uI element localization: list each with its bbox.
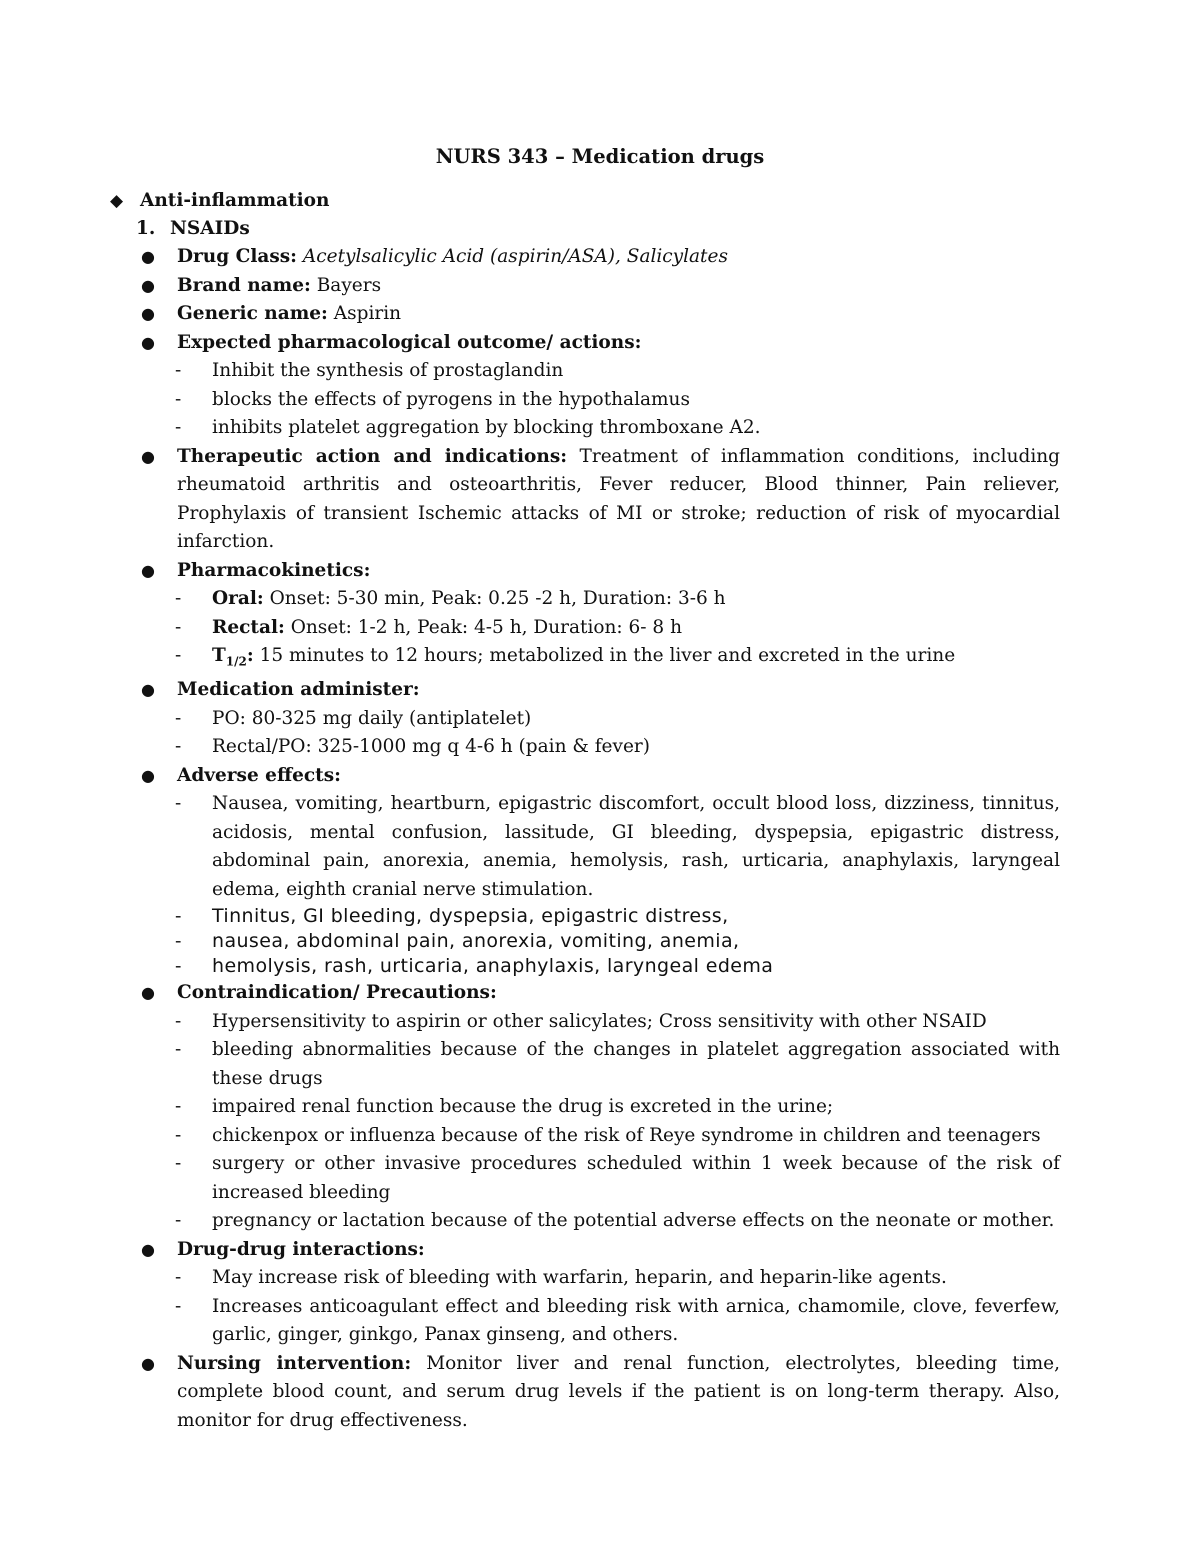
section-heading <box>110 187 1060 215</box>
sub-list-item: - surgery or other invasive procedures scheduled within 1 week because of the risk of increased bleeding <box>175 1153 1060 1203</box>
interaction-item: May increase risk of bleeding with warfarin, heparin, and heparin-like agents. <box>212 1267 947 1289</box>
list-item <box>110 557 1060 586</box>
adverse-item: Nausea, vomiting, heartburn, epigastric discomfort, occult blood loss, dizziness, tinnitus, acidosis, mental confusion, lassitude, GI bleeding, dyspepsia, epigastric distress, abdominal pain, anorexia, anemia, hemolysis, rash, urticaria, anaphylaxis, laryngeal edema, eighth cranial nerve stimulation. <box>212 793 1060 900</box>
contraindication-item: impaired renal function because the drug is excreted in the urine; <box>212 1096 834 1118</box>
bullet-icon: ● <box>141 560 155 580</box>
brand-name-value: Bayers <box>316 274 382 296</box>
therapeutic-label: Therapeutic action and indications: <box>177 445 568 467</box>
sub-list-item: - impaired renal function because the drug is excreted in the urine; <box>175 1096 834 1118</box>
subsection-label: NSAIDs <box>170 218 250 239</box>
list-item <box>110 979 1060 1008</box>
sub-list-item: - Increases anticoagulant effect and bleeding risk with arnica, chamomile, clove, feverfew, garlic, ginger, ginkgo, Panax ginseng, and others. <box>175 1295 1060 1346</box>
administer-item: PO: 80-325 mg daily (antiplatelet) <box>212 707 532 729</box>
sub-list-item: - nausea, abdominal pain, anorexia, vomiting, anemia, <box>175 930 740 953</box>
page-title: NURS 343 – Medication drugs <box>435 145 765 168</box>
sub-list-item: - bleeding abnormalities because of the changes in platelet aggregation associated with these drugs <box>175 1039 1060 1089</box>
sub-list-item: - hemolysis, rash, urticaria, anaphylaxis, laryngeal edema <box>175 955 774 978</box>
pharmacokinetics-label: Pharmacokinetics: <box>177 559 371 581</box>
rectal-value: Onset: 1-2 h, Peak: 4-5 h, Duration: 6- 8 h <box>290 616 682 638</box>
sub-list-item: - Rectal: Onset: 1-2 h, Peak: 4-5 h, Duration: 6- 8 h <box>175 616 682 638</box>
list-item <box>110 243 1060 272</box>
document-body <box>110 187 1060 1435</box>
drug-class-label: Drug Class: <box>177 246 298 267</box>
expected-item: blocks the effects of pyrogens in the hypothalamus <box>212 388 690 410</box>
sub-list-item: - inhibits platelet aggregation by blocking thromboxane A2. <box>175 417 761 438</box>
bullet-icon: ● <box>141 1239 155 1259</box>
adverse-highlight-item: nausea, abdominal pain, anorexia, vomiting, anemia, <box>212 930 740 953</box>
sub-list-item: - Tinnitus, GI bleeding, dyspepsia, epigastric distress, <box>175 905 729 928</box>
expected-item: Inhibit the synthesis of prostaglandin <box>212 360 564 381</box>
oral-value: Onset: 5-30 min, Peak: 0.25 -2 h, Duration: 3-6 h <box>269 588 726 609</box>
sub-list-item: - Oral: Onset: 5-30 min, Peak: 0.25 -2 h, Duration: 3-6 h <box>175 588 726 609</box>
bullet-icon: ● <box>141 304 155 323</box>
drug-class-value: Acetylsalicylic Acid (aspirin/ASA), Salicylates <box>302 246 728 267</box>
contraindication-label: Contraindication/ Precautions: <box>177 982 497 1004</box>
generic-name-label: Generic name: <box>177 303 328 324</box>
adverse-label: Adverse effects: <box>177 764 341 786</box>
bullet-icon: ● <box>141 446 155 466</box>
adverse-highlight-item: hemolysis, rash, urticaria, anaphylaxis, laryngeal edema <box>212 955 774 978</box>
section-label: Anti-inflammation <box>140 190 330 211</box>
bullet-icon: ● <box>141 247 155 266</box>
expected-item: inhibits platelet aggregation by blocking thromboxane A2. <box>212 417 761 438</box>
expected-label: Expected pharmacological outcome/ actions: <box>177 331 642 353</box>
bullet-icon: ● <box>141 680 155 700</box>
sub-list-item: - Rectal/PO: 325-1000 mg q 4-6 h (pain & fever) <box>175 736 650 758</box>
list-item <box>110 329 1060 358</box>
sub-list-item: - chickenpox or influenza because of the risk of Reye syndrome in children and teenagers <box>175 1124 1041 1146</box>
nursing-value: Monitor liver and renal function, electrolytes, bleeding time, complete blood count, and serum drug levels if the patient is on long-term therapy. Also, monitor for drug effectiveness. <box>177 1352 1060 1431</box>
sub-list-item: - blocks the effects of pyrogens in the hypothalamus <box>175 388 690 410</box>
bullet-icon: ● <box>141 1353 155 1373</box>
half-life-value: 15 minutes to 12 hours; metabolized in the liver and excreted in the urine <box>259 645 956 666</box>
list-item <box>110 443 1060 557</box>
contraindication-item: bleeding abnormalities because of the changes in platelet aggregation associated with these drugs <box>212 1039 1060 1089</box>
bullet-icon: ● <box>141 332 155 352</box>
half-life-label: $T_{1/2}$: <box>212 645 254 669</box>
adverse-highlight-item: Tinnitus, GI bleeding, dyspepsia, epigastric distress, <box>212 905 729 928</box>
list-item <box>110 272 1060 301</box>
brand-name-label: Brand name: <box>177 274 311 296</box>
subsection-heading <box>110 215 1060 243</box>
contraindication-item: pregnancy or lactation because of the potential adverse effects on the neonate or mother. <box>212 1210 1055 1232</box>
contraindication-item: surgery or other invasive procedures scheduled within 1 week because of the risk of increased bleeding <box>212 1153 1060 1203</box>
interaction-item: Increases anticoagulant effect and bleeding risk with arnica, chamomile, clove, feverfew, garlic, ginger, ginkgo, Panax ginseng, and others. <box>212 1295 1060 1346</box>
interactions-label: Drug-drug interactions: <box>177 1238 425 1260</box>
nursing-label: Nursing intervention: <box>177 1352 412 1374</box>
rectal-label: Rectal: <box>212 616 285 638</box>
diamond-bullet-icon: ◆ <box>110 191 124 211</box>
therapeutic-value: Treatment of inflammation conditions, including rheumatoid arthritis and osteoarthritis, Fever reducer, Blood thinner, Pain reliever, Prophylaxis of transient Ischemic attacks of MI or stroke; reduction of risk of myocardial infarction. <box>177 445 1060 552</box>
administer-item: Rectal/PO: 325-1000 mg q 4-6 h (pain & fever) <box>212 736 650 758</box>
list-item <box>110 1236 1060 1265</box>
bullet-icon: ● <box>141 765 155 785</box>
list-item <box>110 1350 1060 1436</box>
contraindication-item: Hypersensitivity to aspirin or other salicylates; Cross sensitivity with other NSAID <box>212 1010 987 1032</box>
list-item <box>110 676 1060 705</box>
oral-label: Oral: <box>212 588 264 609</box>
bullet-icon: ● <box>141 983 155 1003</box>
list-item <box>110 300 1060 329</box>
sub-list-item: - Hypersensitivity to aspirin or other salicylates; Cross sensitivity with other NSAID <box>175 1010 987 1032</box>
administer-label: Medication administer: <box>177 679 420 701</box>
sub-list-item: - Nausea, vomiting, heartburn, epigastric discomfort, occult blood loss, dizziness, tinnitus, acidosis, mental confusion, lassitude, GI bleeding, dyspepsia, epigastric distress, abdominal pain, anorexia, anemia, hemolysis, rash, urticaria, anaphylaxis, laryngeal edema, eighth cranial nerve stimulation. <box>175 793 1060 900</box>
generic-name-value: Aspirin <box>333 303 402 324</box>
list-item <box>110 762 1060 791</box>
sub-list-item: - $T_{1/2}$: 15 minutes to 12 hours; metabolized in the liver and excreted in the urine <box>175 645 956 669</box>
bullet-icon: ● <box>141 275 155 295</box>
contraindication-item: chickenpox or influenza because of the risk of Reye syndrome in children and teenagers <box>212 1124 1041 1146</box>
subsection-number: 1. <box>136 218 156 239</box>
sub-list-item: - Inhibit the synthesis of prostaglandin <box>175 360 564 381</box>
sub-list-item: - pregnancy or lactation because of the potential adverse effects on the neonate or mother. <box>175 1210 1055 1232</box>
sub-list-item: - PO: 80-325 mg daily (antiplatelet) <box>175 707 532 729</box>
sub-list-item: - May increase risk of bleeding with warfarin, heparin, and heparin-like agents. <box>175 1267 947 1289</box>
